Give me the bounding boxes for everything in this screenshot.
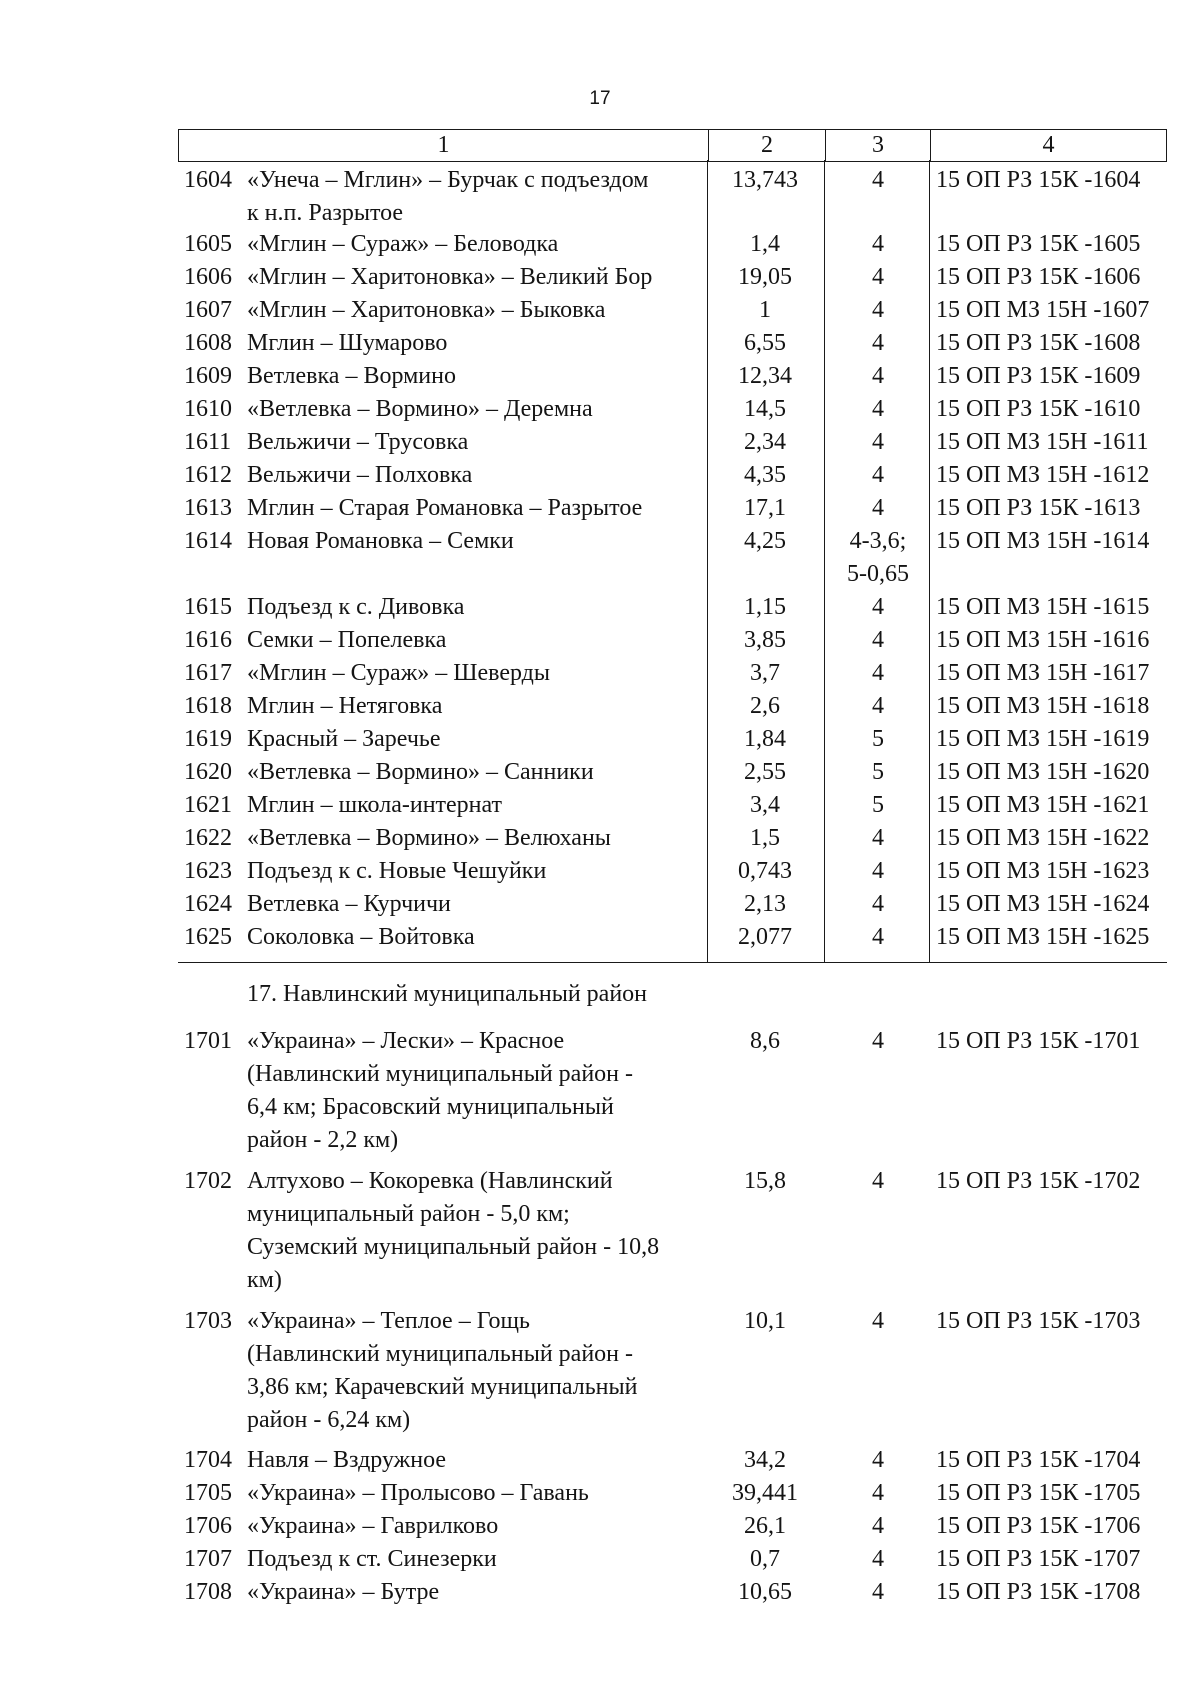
road-name-line: Вельжичи – Полховка (247, 462, 473, 488)
road-name-line: Алтухово – Кокоревка (Навлинский (247, 1168, 613, 1194)
road-name-line: Подъезд к с. Дивовка (247, 594, 465, 620)
road-name-line: 6,4 км; Брасовский муниципальный (247, 1094, 614, 1120)
road-category-line: 4 (872, 693, 884, 719)
road-code: 15 ОП РЗ 15К -1707 (936, 1546, 1141, 1572)
road-category-line: 4 (872, 429, 884, 455)
road-category-line: 4 (872, 167, 884, 193)
road-length: 39,441 (732, 1480, 798, 1506)
road-category-line: 4 (872, 924, 884, 950)
road-name-line: км) (247, 1267, 282, 1293)
road-name (247, 657, 687, 690)
road-length: 10,65 (738, 1579, 792, 1605)
row-number: 1608 (184, 330, 232, 356)
row-number: 1705 (184, 1480, 232, 1506)
road-category (828, 690, 928, 723)
table-header (178, 129, 1167, 162)
road-name-line: «Ветлевка – Вормино» – Деремна (247, 396, 593, 422)
road-category-line: 4-3,6; (849, 528, 907, 554)
road-name (247, 855, 687, 888)
road-length: 1,4 (750, 231, 780, 257)
road-name (247, 1576, 687, 1609)
row-number: 1707 (184, 1546, 232, 1572)
road-code: 15 ОП МЗ 15Н -1624 (936, 891, 1150, 917)
road-name-line: Мглин – Старая Романовка – Разрытое (247, 495, 643, 521)
road-category-line: 4 (872, 1480, 884, 1506)
road-category (828, 492, 928, 525)
road-category-line: 4 (872, 1168, 884, 1194)
road-category-line: 5 (872, 726, 884, 752)
road-name-line: Подъезд к с. Новые Чешуйки (247, 858, 547, 884)
road-code: 15 ОП РЗ 15К -1613 (936, 495, 1141, 521)
road-name-line: Вельжичи – Трусовка (247, 429, 469, 455)
row-number: 1706 (184, 1513, 232, 1539)
column-divider (707, 160, 708, 963)
road-category-line: 4 (872, 1447, 884, 1473)
road-length: 12,34 (738, 363, 792, 389)
road-length: 6,55 (744, 330, 786, 356)
road-category-line: 4 (872, 462, 884, 488)
road-name (247, 723, 687, 756)
road-category-line: 4 (872, 1028, 884, 1054)
row-number: 1703 (184, 1308, 232, 1334)
row-number: 1701 (184, 1028, 232, 1054)
road-code: 15 ОП РЗ 15К -1704 (936, 1447, 1141, 1473)
road-name-line: муниципальный район - 5,0 км; (247, 1201, 570, 1227)
column-header-1: 1 (179, 130, 709, 161)
road-name-line: Подъезд к ст. Синезерки (247, 1546, 497, 1572)
row-number: 1607 (184, 297, 232, 323)
road-code: 15 ОП РЗ 15К -1606 (936, 264, 1141, 290)
road-category-line: 4 (872, 231, 884, 257)
road-name-line: «Украина» – Гаврилково (247, 1513, 499, 1539)
row-number: 1619 (184, 726, 232, 752)
road-length: 10,1 (744, 1308, 786, 1334)
row-number: 1615 (184, 594, 232, 620)
road-code: 15 ОП РЗ 15К -1706 (936, 1513, 1141, 1539)
road-category (828, 1510, 928, 1543)
road-code: 15 ОП МЗ 15Н -1616 (936, 627, 1150, 653)
road-category-line: 4 (872, 264, 884, 290)
road-name-line: «Ветлевка – Вормино» – Велюханы (247, 825, 611, 851)
road-category-line: 5 (872, 792, 884, 818)
road-name-line: «Украина» – Лески» – Красное (247, 1028, 565, 1054)
road-name-line: Красный – Заречье (247, 726, 441, 752)
road-category-line: 4 (872, 891, 884, 917)
road-code: 15 ОП МЗ 15Н -1625 (936, 924, 1150, 950)
road-length: 4,25 (744, 528, 786, 554)
road-name (247, 888, 687, 921)
road-length: 1,84 (744, 726, 786, 752)
row-number: 1621 (184, 792, 232, 818)
road-name (247, 1510, 687, 1543)
road-name-line: Ветлевка – Курчичи (247, 891, 451, 917)
road-name (247, 690, 687, 723)
road-code: 15 ОП РЗ 15К -1610 (936, 396, 1141, 422)
road-name-line: Мглин – Шумарово (247, 330, 448, 356)
road-length: 1,5 (750, 825, 780, 851)
road-name-line: Навля – Вздружное (247, 1447, 447, 1473)
road-name (247, 822, 687, 855)
road-category-line: 5-0,65 (847, 561, 909, 587)
road-category (828, 1477, 928, 1510)
road-name-line: Мглин – Нетяговка (247, 693, 443, 719)
road-name (247, 525, 687, 558)
road-name (247, 426, 687, 459)
road-name-line: «Ветлевка – Вормино» – Санники (247, 759, 594, 785)
road-code: 15 ОП МЗ 15Н -1620 (936, 759, 1150, 785)
road-name (247, 1444, 687, 1477)
road-name-line: район - 2,2 км) (247, 1127, 399, 1153)
row-number: 1609 (184, 363, 232, 389)
road-name-line: «Мглин – Сураж» – Беловодка (247, 231, 559, 257)
road-name-line: Ветлевка – Вормино (247, 363, 456, 389)
row-number: 1605 (184, 231, 232, 257)
row-number: 1616 (184, 627, 232, 653)
road-name (247, 1025, 687, 1157)
road-category (828, 789, 928, 822)
road-name (247, 261, 687, 294)
road-name-line: «Украина» – Теплое – Гощь (247, 1308, 530, 1334)
road-category (828, 855, 928, 888)
road-length: 34,2 (744, 1447, 786, 1473)
road-code: 15 ОП МЗ 15Н -1622 (936, 825, 1150, 851)
road-category (828, 1576, 928, 1609)
road-category (828, 525, 928, 591)
road-category-line: 4 (872, 1513, 884, 1539)
road-length: 19,05 (738, 264, 792, 290)
road-length: 2,55 (744, 759, 786, 785)
road-length: 26,1 (744, 1513, 786, 1539)
road-category (828, 888, 928, 921)
road-code: 15 ОП РЗ 15К -1708 (936, 1579, 1141, 1605)
road-name (247, 1477, 687, 1510)
road-length: 1,15 (744, 594, 786, 620)
road-category-line: 4 (872, 627, 884, 653)
road-category (828, 228, 928, 261)
page-number: 17 (589, 88, 611, 109)
row-number: 1611 (184, 429, 232, 455)
road-name-line: «Мглин – Сураж» – Шеверды (247, 660, 550, 686)
road-category-line: 4 (872, 1546, 884, 1572)
road-code: 15 ОП РЗ 15К -1701 (936, 1028, 1141, 1054)
road-name-line: «Мглин – Харитоновка» – Быковка (247, 297, 606, 323)
table-bottom-rule (178, 962, 1167, 963)
road-name (247, 624, 687, 657)
road-name-line: «Унеча – Мглин» – Бурчак с подъездом (247, 167, 649, 193)
road-name (247, 393, 687, 426)
road-length: 2,13 (744, 891, 786, 917)
road-category (828, 624, 928, 657)
road-category (828, 921, 928, 954)
road-code: 15 ОП РЗ 15К -1703 (936, 1308, 1141, 1334)
road-category (828, 327, 928, 360)
road-length: 2,34 (744, 429, 786, 455)
road-name-line: 3,86 км; Карачевский муниципальный (247, 1374, 638, 1400)
column-header-4: 4 (1042, 132, 1055, 158)
road-category (828, 459, 928, 492)
road-length: 0,7 (750, 1546, 780, 1572)
road-category (828, 164, 928, 197)
road-code: 15 ОП МЗ 15Н -1621 (936, 792, 1150, 818)
column-divider (824, 160, 825, 963)
road-name (247, 921, 687, 954)
road-category (828, 591, 928, 624)
road-code: 15 ОП МЗ 15Н -1617 (936, 660, 1150, 686)
road-length: 2,6 (750, 693, 780, 719)
row-number: 1625 (184, 924, 232, 950)
road-code: 15 ОП РЗ 15К -1604 (936, 167, 1141, 193)
row-number: 1622 (184, 825, 232, 851)
road-category-line: 4 (872, 1579, 884, 1605)
road-category (828, 1025, 928, 1058)
road-category-line: 4 (872, 594, 884, 620)
road-length: 13,743 (732, 167, 798, 193)
road-category (828, 822, 928, 855)
road-category (828, 1165, 928, 1198)
row-number: 1623 (184, 858, 232, 884)
row-number: 1614 (184, 528, 232, 554)
road-code: 15 ОП РЗ 15К -1608 (936, 330, 1141, 356)
road-code: 15 ОП МЗ 15Н -1623 (936, 858, 1150, 884)
road-length: 3,85 (744, 627, 786, 653)
road-category (828, 756, 928, 789)
road-code: 15 ОП МЗ 15Н -1619 (936, 726, 1150, 752)
road-code: 15 ОП МЗ 15Н -1607 (936, 297, 1150, 323)
road-name-line: «Мглин – Харитоновка» – Великий Бор (247, 264, 653, 290)
road-category (828, 1305, 928, 1338)
road-name-line: Соколовка – Войтовка (247, 924, 475, 950)
road-name (247, 1305, 687, 1437)
road-code: 15 ОП МЗ 15Н -1615 (936, 594, 1150, 620)
road-name-line: Семки – Попелевка (247, 627, 447, 653)
road-code: 15 ОП РЗ 15К -1605 (936, 231, 1141, 257)
row-number: 1618 (184, 693, 232, 719)
road-category (828, 261, 928, 294)
row-number: 1624 (184, 891, 232, 917)
road-category (828, 1543, 928, 1576)
row-number: 1708 (184, 1579, 232, 1605)
row-number: 1604 (184, 167, 232, 193)
road-name (247, 756, 687, 789)
column-divider (929, 160, 930, 963)
row-number: 1617 (184, 660, 232, 686)
road-category (828, 723, 928, 756)
road-code: 15 ОП МЗ 15Н -1614 (936, 528, 1150, 554)
road-name-line: «Украина» – Пролысово – Гавань (247, 1480, 589, 1506)
road-code: 15 ОП МЗ 15Н -1618 (936, 693, 1150, 719)
road-name-line: (Навлинский муниципальный район - (247, 1341, 633, 1367)
road-name (247, 360, 687, 393)
road-name-line: Мглин – школа-интернат (247, 792, 503, 818)
row-number: 1704 (184, 1447, 232, 1473)
road-name (247, 228, 687, 261)
road-length: 14,5 (744, 396, 786, 422)
road-name (247, 1543, 687, 1576)
road-name (247, 327, 687, 360)
road-category (828, 426, 928, 459)
road-name (247, 294, 687, 327)
road-name (247, 1165, 687, 1297)
row-number: 1613 (184, 495, 232, 521)
road-length: 3,7 (750, 660, 780, 686)
road-code: 15 ОП МЗ 15Н -1612 (936, 462, 1150, 488)
row-number: 1612 (184, 462, 232, 488)
road-category-line: 5 (872, 759, 884, 785)
road-name (247, 164, 687, 230)
road-length: 17,1 (744, 495, 786, 521)
road-category-line: 4 (872, 660, 884, 686)
road-code: 15 ОП РЗ 15К -1702 (936, 1168, 1141, 1194)
road-name (247, 459, 687, 492)
road-category (828, 657, 928, 690)
row-number: 1702 (184, 1168, 232, 1194)
column-header-3: 3 (826, 130, 931, 161)
road-length: 8,6 (750, 1028, 780, 1054)
road-length: 1 (759, 297, 771, 323)
road-code: 15 ОП РЗ 15К -1609 (936, 363, 1141, 389)
road-category (828, 360, 928, 393)
road-name-line: к н.п. Разрытое (247, 200, 404, 226)
road-name-line: Суземский муниципальный район - 10,8 (247, 1234, 660, 1260)
road-length: 15,8 (744, 1168, 786, 1194)
road-length: 3,4 (750, 792, 780, 818)
road-length: 2,077 (738, 924, 792, 950)
road-code: 15 ОП РЗ 15К -1705 (936, 1480, 1141, 1506)
road-category-line: 4 (872, 330, 884, 356)
road-category-line: 4 (872, 297, 884, 323)
road-name (247, 492, 687, 525)
road-length: 4,35 (744, 462, 786, 488)
road-category (828, 294, 928, 327)
road-category-line: 4 (872, 1308, 884, 1334)
row-number: 1620 (184, 759, 232, 785)
road-category-line: 4 (872, 363, 884, 389)
road-code: 15 ОП МЗ 15Н -1611 (936, 429, 1149, 455)
road-length: 0,743 (738, 858, 792, 884)
road-category-line: 4 (872, 495, 884, 521)
road-name-line: район - 6,24 км) (247, 1407, 411, 1433)
road-category-line: 4 (872, 396, 884, 422)
section-title: 17. Навлинский муниципальный район (247, 981, 648, 1007)
road-category-line: 4 (872, 858, 884, 884)
column-header-2: 2 (709, 130, 826, 161)
road-name (247, 591, 687, 624)
row-number: 1610 (184, 396, 232, 422)
road-name-line: (Навлинский муниципальный район - (247, 1061, 633, 1087)
road-category (828, 1444, 928, 1477)
row-number: 1606 (184, 264, 232, 290)
road-name (247, 789, 687, 822)
road-category-line: 4 (872, 825, 884, 851)
road-name-line: «Украина» – Бутре (247, 1579, 440, 1605)
road-category (828, 393, 928, 426)
road-name-line: Новая Романовка – Семки (247, 528, 514, 554)
